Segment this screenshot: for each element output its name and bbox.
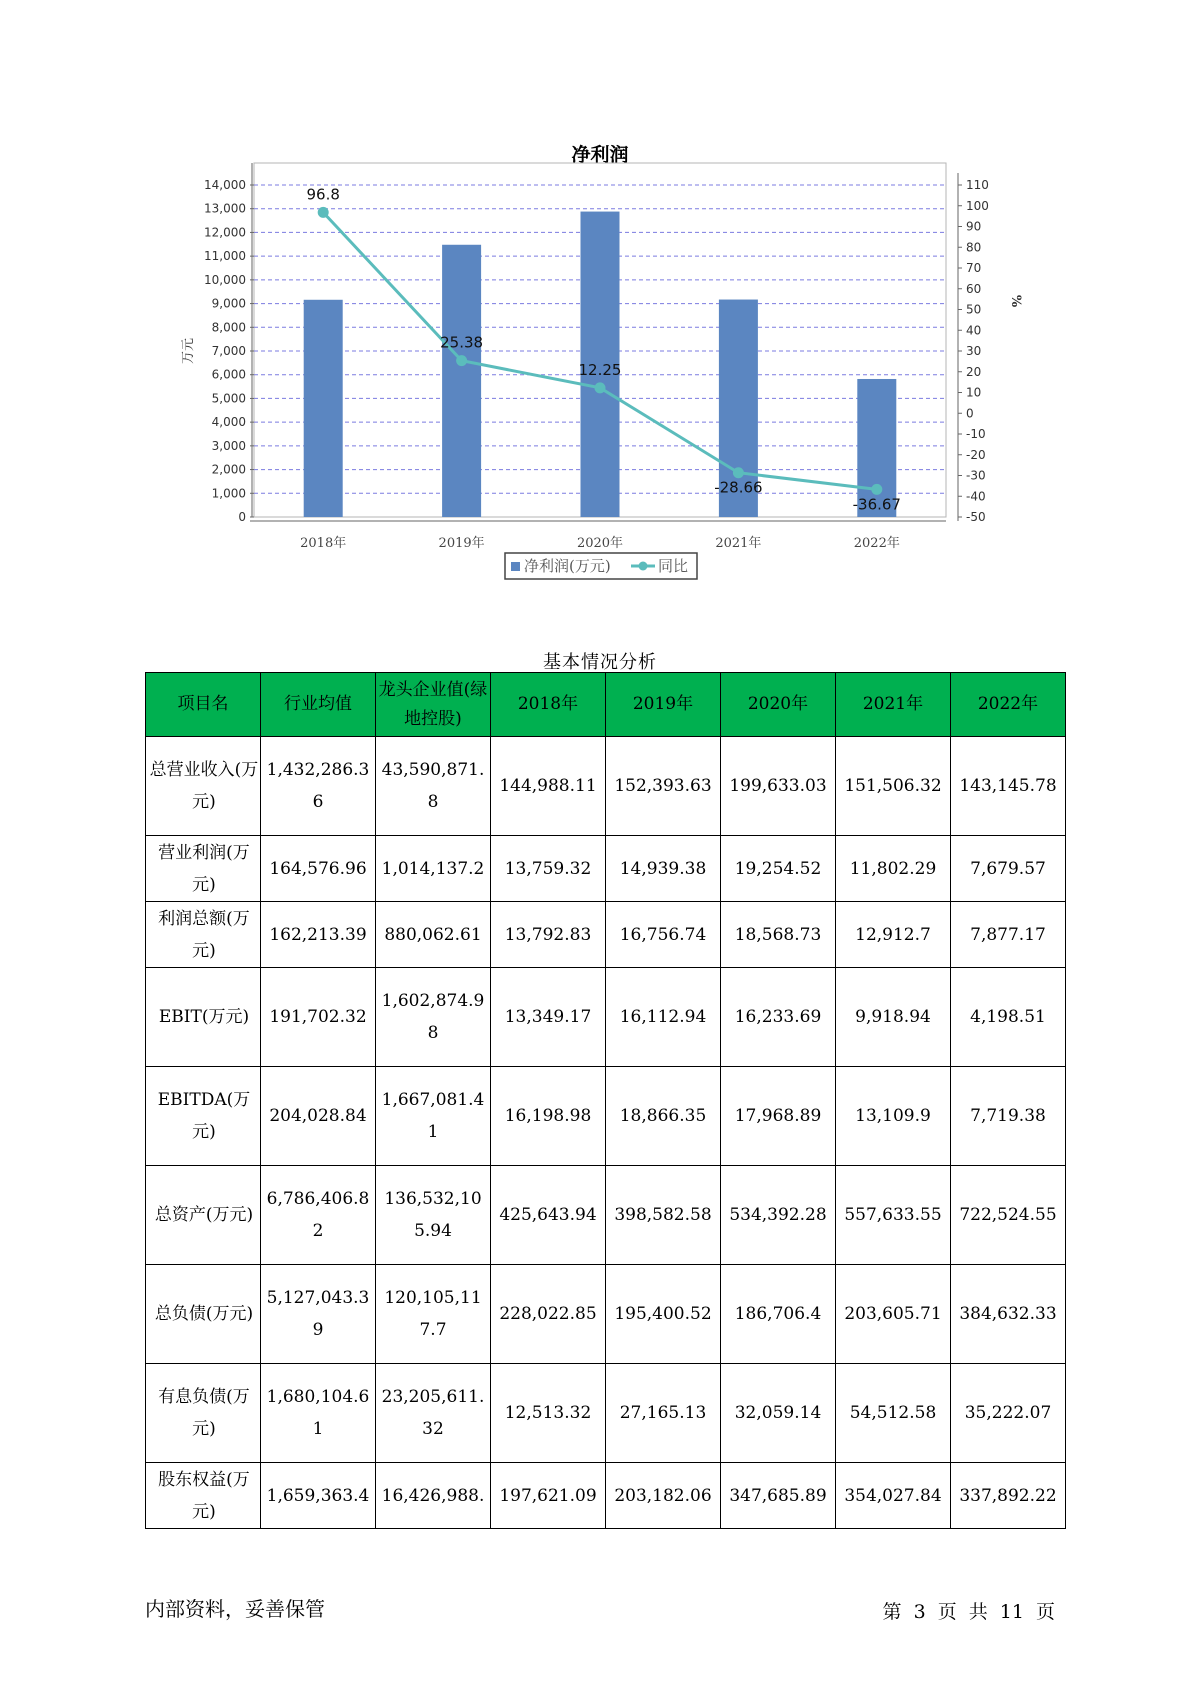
footer-confidential-note: 内部资料，妥善保管 [145, 1597, 325, 1621]
y2-tick-label: -20 [966, 447, 986, 462]
y2-tick-label: 10 [966, 385, 982, 400]
table-cell: 16,233.69 [721, 968, 836, 1067]
y2-tick-label: 60 [966, 281, 982, 296]
y2-tick-label: -40 [966, 489, 986, 504]
row-label-cell: 总营业收入(万元) [146, 737, 261, 836]
yoy-point [733, 467, 744, 478]
table-caption: 基本情况分析 [543, 652, 657, 673]
table-cell: 13,792.83 [491, 902, 606, 968]
x-tick-label: 2021年 [715, 536, 762, 551]
y-tick-label: 4,000 [211, 415, 246, 430]
y-tick-label: 3,000 [211, 438, 246, 453]
x-tick-label: 2020年 [576, 536, 624, 551]
table-cell: 23,205,611.32 [376, 1364, 491, 1463]
table-row [146, 968, 1066, 1067]
table-cell: 398,582.58 [606, 1166, 721, 1265]
table-cell: 354,027.84 [836, 1463, 951, 1529]
table-cell: 16,112.94 [606, 968, 721, 1067]
chart-legend [505, 553, 697, 579]
table-cell: 18,568.73 [721, 902, 836, 968]
y2-tick-label: 30 [966, 344, 982, 358]
table-cell: 228,022.85 [491, 1265, 606, 1364]
table-row [146, 902, 1066, 968]
table-cell: 195,400.52 [606, 1265, 721, 1364]
table-cell: 12,912.7 [836, 902, 951, 968]
yoy-point [456, 355, 467, 366]
legend-line-marker [639, 562, 648, 571]
yoy-point [318, 207, 329, 218]
table-row [146, 1166, 1066, 1265]
y2-tick-label: 50 [966, 302, 982, 317]
y2-tick-label: 40 [966, 323, 982, 338]
table-row [146, 1364, 1066, 1463]
table-cell: 6,786,406.82 [261, 1166, 376, 1265]
table-cell: 27,165.13 [606, 1364, 721, 1463]
yoy-data-label: 25.38 [440, 333, 484, 352]
legend-bar-label: 净利润(万元) [524, 557, 611, 575]
legend-line-label: 同比 [658, 557, 689, 575]
table-cell: 1,659,363.4 [261, 1463, 376, 1529]
table-cell: 16,198.98 [491, 1067, 606, 1166]
header-2021: 2021年 [836, 673, 951, 737]
y-tick-label: 8,000 [211, 320, 246, 335]
table-cell: 384,632.33 [951, 1265, 1066, 1364]
table-cell: 13,759.32 [491, 836, 606, 902]
footer-page-number: 第 3 页 共 11 页 [882, 1601, 1055, 1623]
table-cell: 162,213.39 [261, 902, 376, 968]
table-cell: 18,866.35 [606, 1067, 721, 1166]
table-cell: 1,680,104.61 [261, 1364, 376, 1463]
y2-tick-label: -30 [966, 468, 986, 483]
row-label-cell: 总资产(万元) [146, 1166, 261, 1265]
y-tick-label: 7,000 [211, 344, 246, 358]
y2-tick-label: 90 [966, 219, 982, 234]
table-cell: 16,756.74 [606, 902, 721, 968]
table-cell: 7,679.57 [951, 836, 1066, 902]
table-cell: 54,512.58 [836, 1364, 951, 1463]
table-cell: 203,182.06 [606, 1463, 721, 1529]
y-tick-label: 11,000 [204, 249, 246, 264]
table-cell: 152,393.63 [606, 737, 721, 836]
bar [440, 245, 484, 517]
x-tick-label: 2018年 [300, 536, 347, 551]
bar [304, 300, 343, 517]
legend-bar-swatch [511, 562, 520, 571]
row-label-cell: 有息负债(万元) [146, 1364, 261, 1463]
table-cell: 197,621.09 [491, 1463, 606, 1529]
table-row [146, 737, 1066, 836]
chart-title: 净利润 [571, 144, 629, 166]
table-cell: 151,506.32 [836, 737, 951, 836]
y-tick-label: 5,000 [211, 391, 246, 406]
table-cell: 144,988.11 [491, 737, 606, 836]
table-cell: 5,127,043.39 [261, 1265, 376, 1364]
yoy-data-label: 12.25 [578, 360, 622, 379]
table-cell: 347,685.89 [721, 1463, 836, 1529]
y2-tick-label: 0 [966, 406, 974, 421]
table-cell: 35,222.07 [951, 1364, 1066, 1463]
table-cell: 337,892.22 [951, 1463, 1066, 1529]
y2-tick-label: -10 [966, 427, 986, 441]
table-cell: 16,426,988. [376, 1463, 491, 1529]
table-cell: 204,028.84 [261, 1067, 376, 1166]
table-cell: 14,939.38 [606, 836, 721, 902]
table-cell: 534,392.28 [721, 1166, 836, 1265]
table-cell: 4,198.51 [951, 968, 1066, 1067]
table-cell: 722,524.55 [951, 1166, 1066, 1265]
table-cell: 1,432,286.36 [261, 737, 376, 836]
header-2018: 2018年 [491, 673, 606, 737]
y2-tick-label: -50 [966, 510, 986, 524]
table-cell: 191,702.32 [261, 968, 376, 1067]
y-axis-title: 万元 [181, 337, 196, 365]
y-tick-label: 0 [238, 510, 246, 524]
net-profit-chart [160, 135, 1040, 605]
header-leader-value: 龙头企业值(绿地控股) [376, 673, 491, 737]
table-cell: 557,633.55 [836, 1166, 951, 1265]
table-cell: 880,062.61 [376, 902, 491, 968]
yoy-point [871, 484, 882, 495]
table-row [146, 1067, 1066, 1166]
y2-tick-label: 100 [966, 198, 989, 213]
yoy-data-label: -36.67 [852, 495, 901, 514]
row-label-cell: EBIT(万元) [146, 968, 261, 1067]
yoy-point [595, 382, 606, 393]
table-cell: 19,254.52 [721, 836, 836, 902]
y2-axis-title: % [1008, 294, 1023, 308]
y2-tick-label: 20 [966, 364, 982, 379]
table-cell: 425,643.94 [491, 1166, 606, 1265]
table-row [146, 836, 1066, 902]
analysis-table [145, 672, 1066, 1529]
table-cell: 7,877.17 [951, 902, 1066, 968]
y2-tick-label: 80 [966, 240, 982, 255]
table-cell: 120,105,117.7 [376, 1265, 491, 1364]
table-cell: 1,602,874.98 [376, 968, 491, 1067]
table-cell: 164,576.96 [261, 836, 376, 902]
y-tick-label: 6,000 [211, 367, 246, 382]
y-tick-label: 13,000 [204, 201, 246, 216]
x-tick-label: 2022年 [853, 536, 900, 551]
table-cell: 199,633.03 [721, 737, 836, 836]
table-cell: 143,145.78 [951, 737, 1066, 836]
row-label-cell: 股东权益(万元) [146, 1463, 261, 1529]
y-tick-label: 12,000 [204, 225, 246, 240]
row-label-cell: EBITDA(万元) [146, 1067, 261, 1166]
table-cell: 43,590,871.8 [376, 737, 491, 836]
x-tick-label: 2019年 [438, 536, 485, 551]
header-2022: 2022年 [951, 673, 1066, 737]
yoy-data-label: 96.8 [306, 185, 340, 204]
table-cell: 13,109.9 [836, 1067, 951, 1166]
row-label-cell: 营业利润(万元) [146, 836, 261, 902]
table-cell: 17,968.89 [721, 1067, 836, 1166]
table-row [146, 1265, 1066, 1364]
table-cell: 12,513.32 [491, 1364, 606, 1463]
table-header-row [146, 673, 1066, 737]
table-cell: 7,719.38 [951, 1067, 1066, 1166]
y-tick-label: 2,000 [211, 462, 246, 477]
header-industry-average: 行业均值 [261, 673, 376, 737]
y-tick-label: 14,000 [204, 178, 246, 192]
header-2019: 2019年 [606, 673, 721, 737]
table-cell: 136,532,105.94 [376, 1166, 491, 1265]
row-label-cell: 总负债(万元) [146, 1265, 261, 1364]
yoy-data-label: -28.66 [714, 478, 763, 497]
header-item-name: 项目名 [146, 673, 261, 737]
table-row [146, 1463, 1066, 1529]
table-cell: 1,667,081.41 [376, 1067, 491, 1166]
y-tick-label: 10,000 [204, 272, 246, 287]
table-cell: 11,802.29 [836, 836, 951, 902]
table-cell: 203,605.71 [836, 1265, 951, 1364]
row-label-cell: 利润总额(万元) [146, 902, 261, 968]
table-cell: 9,918.94 [836, 968, 951, 1067]
table-cell: 13,349.17 [491, 968, 606, 1067]
y2-tick-label: 70 [966, 261, 982, 275]
table-cell: 32,059.14 [721, 1364, 836, 1463]
header-2020: 2020年 [721, 673, 836, 737]
table-cell: 186,706.4 [721, 1265, 836, 1364]
y-tick-label: 1,000 [211, 486, 246, 501]
table-cell: 1,014,137.2 [376, 836, 491, 902]
y2-tick-label: 110 [966, 178, 989, 192]
y-tick-label: 9,000 [211, 296, 246, 311]
